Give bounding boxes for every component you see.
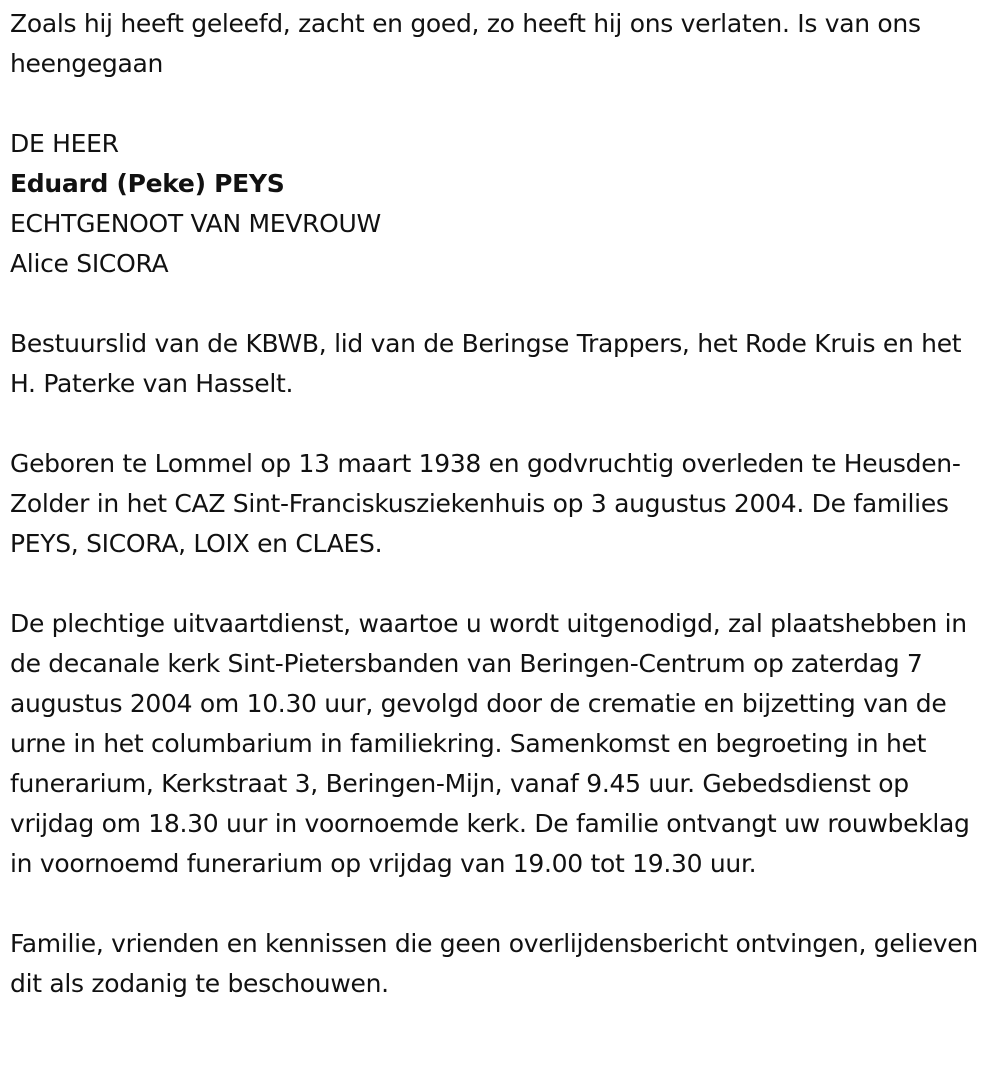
birth-death-text: Geboren te Lommel op 13 maart 1938 en godvruchtig overleden te Heusden-Zolder in het CAZ Sint-Franciskusziekenhuis op 3 augustus 2004. De families PEYS, SICORA, LOIX en CLAES.: [10, 449, 961, 558]
intro-text: Zoals hij heeft geleefd, zacht en goed, zo heeft hij ons verlaten. Is van ons heengegaan: [10, 9, 921, 78]
spacer: [10, 284, 985, 324]
title-prefix: DE HEER: [10, 129, 119, 158]
deceased-name: Eduard (Peke) PEYS: [10, 169, 285, 198]
spouse-label: ECHTGENOOT VAN MEVROUW: [10, 209, 381, 238]
funeral-text: De plechtige uitvaartdienst, waartoe u wordt uitgenodigd, zal plaatshebben in de decanale kerk Sint-Pietersbanden van Beringen-Centrum op zaterdag 7 augustus 2004 om 10.30 uur, gevolgd door de crematie en bijzetting van de urne in het columbarium in familiekring. Samenkomst en begroeting in het funerarium, Kerkstraat 3, Beringen-Mijn, vanaf 9.45 uur. Gebedsdienst op vrijdag om 18.30 uur in voornoemde kerk. De familie ontvangt uw rouwbeklag in voornoemd funerarium op vrijdag van 19.00 tot 19.30 uur.: [10, 609, 970, 878]
spacer: [10, 564, 985, 604]
closing-text: Familie, vrienden en kennissen die geen overlijdensbericht ontvingen, gelieven dit als zodanig te beschouwen.: [10, 929, 978, 998]
spacer: [10, 84, 985, 124]
memberships-text: Bestuurslid van de KBWB, lid van de Beringse Trappers, het Rode Kruis en het H. Paterke van Hasselt.: [10, 329, 962, 398]
spacer: [10, 884, 985, 924]
spouse-name: Alice SICORA: [10, 249, 169, 278]
spacer: [10, 404, 985, 444]
